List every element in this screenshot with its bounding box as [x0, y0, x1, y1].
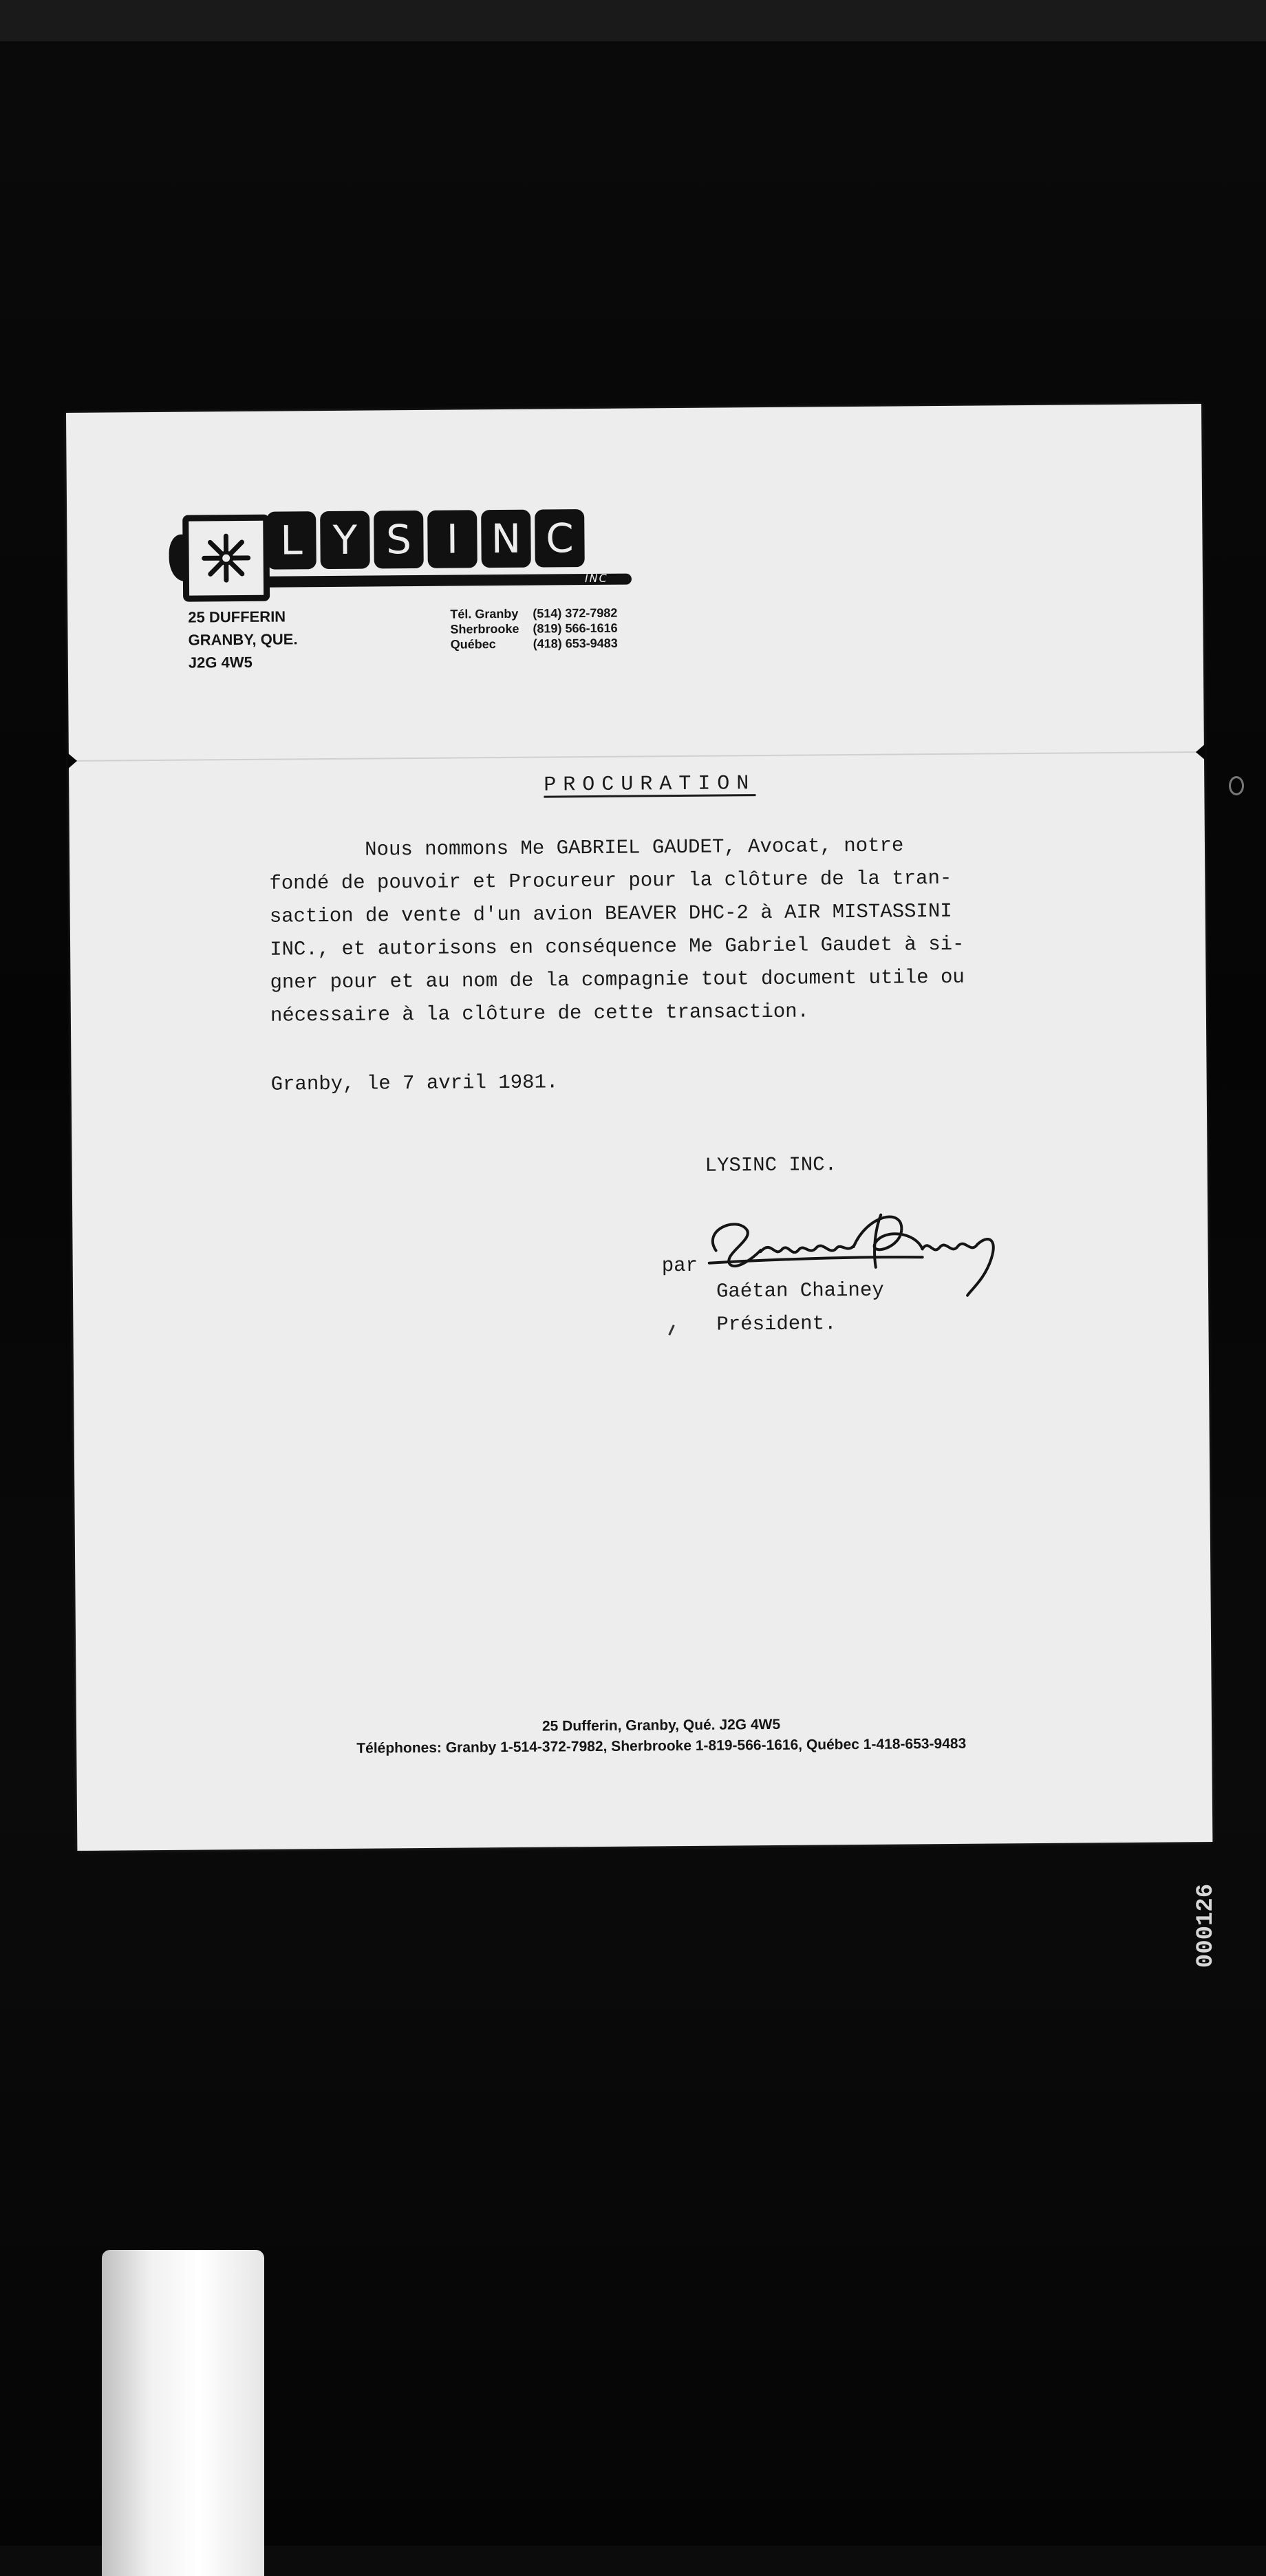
dateline: Granby, le 7 avril 1981. [270, 1071, 559, 1096]
fold-notch-left [67, 753, 77, 769]
body-line: Nous nommons Me GABRIEL GAUDET, Avocat, notre [268, 834, 904, 862]
phone-row [450, 621, 617, 637]
body-line: nécessaire à la clôture de cette transaction. [270, 1000, 810, 1027]
par-label: par [661, 1254, 698, 1278]
phone-row [451, 636, 618, 652]
logo-underline-bar [267, 571, 632, 588]
phone-number: (514) 372-7982 [533, 605, 618, 621]
body-line: gner pour et au nom de la compagnie tout document utile ou [270, 965, 965, 994]
signer-name: Gaétan Chainey [716, 1278, 884, 1303]
phone-number: (819) 566-1616 [533, 621, 618, 636]
address-line: GRANBY, QUE. [188, 630, 298, 649]
document-title: PROCURATION [544, 772, 756, 797]
frame-number-text: 000126 [1193, 1883, 1220, 1968]
film-top-edge [0, 0, 1266, 43]
body-line: fondé de pouvoir et Procureur pour la clôture de la tran- [269, 866, 952, 895]
logo-letter: L [266, 511, 316, 570]
logo-letter: C [535, 509, 585, 568]
phone-row [450, 605, 617, 622]
logo-letter: I [427, 510, 478, 568]
logo-letter: Y [320, 511, 370, 570]
document-body [269, 828, 1082, 1032]
film-side-mark [1229, 776, 1244, 795]
company-name: LYSINC INC. [705, 1153, 837, 1177]
logo-suffix: INC [584, 571, 608, 586]
phone-label: Tél. Granby [450, 606, 519, 621]
microfilm-frame-number [1193, 1803, 1233, 2050]
fold-notch-right [1196, 744, 1205, 760]
footer-phones: Téléphones: Granby 1-514-372-7982, Sherbrooke 1-819-566-1616, Québec 1-418-653-9483 [356, 1735, 967, 1757]
address-line: J2G 4W5 [188, 653, 253, 672]
document-page [66, 404, 1212, 1851]
body-line: INC., et autorisons en conséquence Me Gabriel Gaudet à si- [270, 932, 965, 961]
letterhead-address [188, 605, 298, 674]
pen-tick-mark [668, 1324, 674, 1335]
phone-number: (418) 653-9483 [533, 636, 618, 651]
footer-address: 25 Dufferin, Granby, Qué. J2G 4W5 [541, 1716, 781, 1735]
logo-letter: S [374, 511, 424, 569]
letterhead-footer [248, 1713, 1074, 1760]
company-logo-icon [182, 515, 270, 602]
letterhead-phones [450, 605, 618, 652]
signer-title: Président. [716, 1312, 837, 1336]
logo-letter: N [481, 510, 531, 568]
fold-line [69, 751, 1204, 762]
body-line: saction de vente d'un avion BEAVER DHC-2 à AIR MISTASSINI [269, 899, 952, 928]
address-line: 25 DUFFERIN [188, 608, 286, 626]
phone-label: Sherbrooke [450, 621, 519, 636]
film-light-leak [102, 2250, 264, 2576]
company-logo-wordmark [266, 509, 585, 574]
phone-label: Québec [450, 637, 496, 652]
